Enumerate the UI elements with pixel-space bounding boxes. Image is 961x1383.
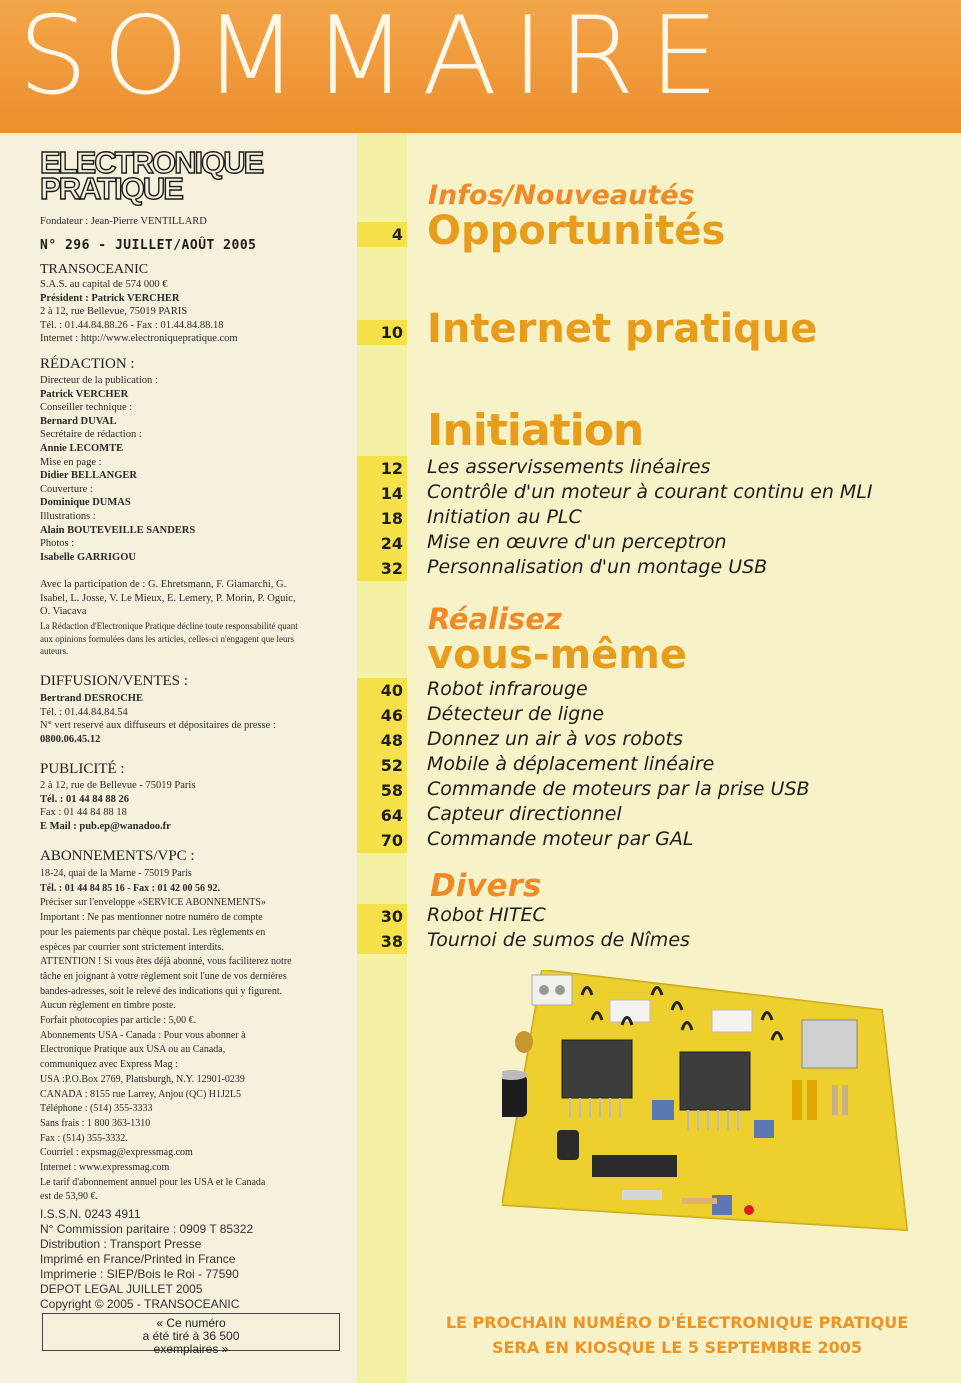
print-run-box <box>42 1313 340 1356</box>
page-number: 40 <box>357 678 407 703</box>
publicite-line: E Mail : pub.ep@wanadoo.fr <box>40 820 171 832</box>
toc-item: Initiation au PLC <box>427 506 582 528</box>
page-number: 4 <box>357 222 407 247</box>
logo-line-2: PRATIQUE <box>40 171 182 206</box>
toc-item: Donnez un air à vos robots <box>427 728 683 750</box>
redaction-line: Secrétaire de rédaction : <box>40 429 142 441</box>
toc-item: Commande moteur par GAL <box>427 828 694 850</box>
abonnements-line: pour les paiements par chèque postal. Les règlements en <box>40 926 266 938</box>
page-number: 46 <box>357 703 407 728</box>
logo-line-1: ELECTRONIQUE <box>40 145 263 180</box>
legal-line: I.S.S.N. 0243 4911 <box>40 1207 141 1221</box>
diffusion-list <box>40 692 360 746</box>
toc-item: Robot HITEC <box>427 904 546 926</box>
abonnements-line: bandes-adresses, soit le relevé des indications qui y figurent. <box>40 985 283 997</box>
toc-item: Les asservissements linéaires <box>427 456 711 478</box>
category-realisez: Réalisez <box>428 602 562 636</box>
company-line: Internet : http://www.electroniquepratique.com <box>40 333 238 345</box>
redaction-line: Illustrations : <box>40 510 96 522</box>
page-title: SOMMAIRE <box>18 0 733 119</box>
page-number: 18 <box>357 506 407 531</box>
diffusion-line: 0800.06.45.12 <box>40 733 101 745</box>
abonnements-list <box>40 867 360 1205</box>
issue-number: N° 296 - JUILLET/AOÛT 2005 <box>40 238 257 253</box>
company-line: S.A.S. au capital de 574 000 € <box>40 279 168 290</box>
page-number: 38 <box>357 929 407 954</box>
abonnements-heading: ABONNEMENTS/VPC : <box>40 848 195 864</box>
redaction-line: Directeur de la publication : <box>40 375 158 386</box>
category-divers: Divers <box>430 868 542 904</box>
page-number: 58 <box>357 778 407 803</box>
abonnements-line: Courriel : expsmag@expressmag.com <box>40 1147 193 1159</box>
page-number: 70 <box>357 828 407 853</box>
page-number: 32 <box>357 556 407 581</box>
redaction-heading: RÉDACTION : <box>40 356 135 372</box>
legal-info <box>40 1207 253 1312</box>
article-opportunites: Opportunités <box>427 208 726 254</box>
toc-item: Tournoi de sumos de Nîmes <box>427 929 690 951</box>
next-issue-line: LE PROCHAIN NUMÉRO D'ÉLECTRONIQUE PRATIQUE <box>445 1313 909 1332</box>
redaction-line: Alain BOUTEVEILLE SANDERS <box>40 524 196 536</box>
toc-item: Robot infrarouge <box>427 678 588 700</box>
legal-line: N° Commission paritaire : 0909 T 85322 <box>40 1222 254 1236</box>
circuit-board-photo <box>502 970 912 1240</box>
publicite-line: Tél. : 01 44 84 88 26 <box>40 793 129 805</box>
participation: Avec la participation de : G. Ehretsmann, F. Giamarchi, G. Isabel, L. Josse, V. Le Mieux, E. Lemery, P. Morin, P. Oguic, O. Viacava <box>40 579 296 618</box>
legal-line: DEPOT LEGAL JUILLET 2005 <box>40 1282 203 1296</box>
next-issue-notice <box>407 1310 947 1360</box>
next-issue-line: SERA EN KIOSQUE LE 5 SEPTEMBRE 2005 <box>491 1338 863 1357</box>
page-number: 14 <box>357 481 407 506</box>
redaction-line: Conseiller technique : <box>40 402 133 414</box>
abonnements-line: Le tarif d'abonnement annuel pour les USA et le Canada <box>40 1176 266 1188</box>
publicite-line: 2 à 12, rue de Bellevue - 75019 Paris <box>40 780 196 791</box>
abonnements-line: communiquez avec Express Mag : <box>40 1059 178 1071</box>
company-line: Tél. : 01.44.84.88.26 - Fax : 01.44.84.88.18 <box>40 319 224 331</box>
abonnements-line: Electronique Pratique aux USA ou au Canada, <box>40 1044 226 1056</box>
abonnements-line: USA :P.O.Box 2769, Plattsburgh, N.Y. 12901-0239 <box>40 1073 245 1085</box>
legal-line: Copyright © 2005 - TRANSOCEANIC <box>40 1297 240 1311</box>
print-run-line: a été tiré à 36 500 <box>142 1329 240 1343</box>
abonnements-line: Préciser sur l'enveloppe «SERVICE ABONNEMENTS» <box>40 897 266 909</box>
legal-line: Distribution : Transport Presse <box>40 1237 202 1251</box>
redaction-list <box>40 374 360 564</box>
print-run-line: « Ce numéro <box>156 1316 226 1330</box>
redaction-line: Didier BELLANGER <box>40 470 137 482</box>
redaction-line: Couverture : <box>40 483 93 495</box>
abonnements-line: Abonnements USA - Canada : Pour vous abonner à <box>40 1029 246 1041</box>
redaction-line: Annie LECOMTE <box>40 442 124 454</box>
abonnements-line: Important : Ne pas mentionner notre numéro de compte <box>40 912 263 924</box>
abonnements-line: CANADA : 8155 rue Larrey, Anjou (QC) H1J2L5 <box>40 1088 241 1100</box>
abonnements-line: espèces par courrier sont strictement interdits. <box>40 941 224 953</box>
toc-item: Personnalisation d'un montage USB <box>427 556 768 578</box>
diffusion-heading: DIFFUSION/VENTES : <box>40 673 188 689</box>
redaction-line: Bernard DUVAL <box>40 415 117 427</box>
page-number: 12 <box>357 456 407 481</box>
founder: Fondateur : Jean-Pierre VENTILLARD <box>40 216 207 227</box>
page-number: 24 <box>357 531 407 556</box>
page-number: 52 <box>357 753 407 778</box>
abonnements-line: est de 53,90 €. <box>40 1191 99 1203</box>
page-number: 64 <box>357 803 407 828</box>
abonnements-line: Tél. : 01 44 84 85 16 - Fax : 01 42 00 56 92. <box>40 882 220 894</box>
abonnements-line: 18-24, quai de la Marne - 75019 Paris <box>40 868 192 879</box>
category-vous-meme: vous-même <box>427 632 688 678</box>
company-line: 2 à 12, rue Bellevue, 75019 PARIS <box>40 306 188 318</box>
article-internet-pratique: Internet pratique <box>427 306 818 352</box>
abonnements-line: Fax : (514) 355-3332. <box>40 1132 128 1144</box>
redaction-line: Photos : <box>40 538 75 550</box>
print-run-line: exemplaires » <box>153 1342 229 1356</box>
company-line: Président : Patrick VERCHER <box>40 292 180 304</box>
legal-line: Imprimé en France/Printed in France <box>40 1252 236 1266</box>
abonnements-line: tâche en joignant à votre règlement soit l'une de vos dernières <box>40 970 287 982</box>
diffusion-line: N° vert reservé aux diffuseurs et dépositaires de presse : <box>40 720 276 732</box>
redaction-line: Isabelle GARRIGOU <box>40 551 136 563</box>
toc-item: Détecteur de ligne <box>427 703 605 725</box>
toc-item: Mobile à déplacement linéaire <box>427 753 715 775</box>
toc-item: Commande de moteurs par la prise USB <box>427 778 810 800</box>
toc-item: Capteur directionnel <box>427 803 622 825</box>
toc-item: Mise en œuvre d'un perceptron <box>427 531 727 553</box>
company-name: TRANSOCEANIC <box>40 262 149 277</box>
company-details <box>40 278 360 346</box>
abonnements-line: Internet : www.expressmag.com <box>40 1162 170 1174</box>
diffusion-line: Tél. : 01.44.84.84.54 <box>40 706 128 718</box>
abonnements-line: Sans frais : 1 800 363-1310 <box>40 1117 151 1129</box>
diffusion-line: Bertrand DESROCHE <box>40 693 143 704</box>
publicite-heading: PUBLICITÉ : <box>40 761 125 777</box>
page-number: 30 <box>357 904 407 929</box>
legal-line: Imprimerie : SIEP/Bois le Roi - 77590 <box>40 1267 239 1281</box>
page-number: 48 <box>357 728 407 753</box>
redaction-line: Patrick VERCHER <box>40 388 129 400</box>
disclaimer: La Rédaction d'Electronique Pratique décline toute responsabilité quant aux opinions formulées dans les articles, celles-ci n'engagent que leurs auteurs. <box>40 621 298 656</box>
redaction-line: Mise en page : <box>40 456 102 468</box>
magazine-logo <box>40 145 263 206</box>
category-initiation: Initiation <box>427 405 644 456</box>
abonnements-line: ATTENTION ! Si vous êtes déjà abonné, vous faciliterez notre <box>40 956 292 968</box>
abonnements-line: Forfait photocopies par article : 5,00 €. <box>40 1015 197 1027</box>
publicite-list <box>40 779 360 833</box>
header-banner <box>0 0 961 133</box>
abonnements-line: Aucun règlement en timbre poste. <box>40 1000 176 1012</box>
page-number: 10 <box>357 320 407 345</box>
category-infos: Infos/Nouveautés <box>428 180 695 211</box>
toc-item: Contrôle d'un moteur à courant continu en MLI <box>427 481 873 503</box>
abonnements-line: Téléphone : (514) 355-3333 <box>40 1103 153 1115</box>
publicite-line: Fax : 01 44 84 88 18 <box>40 807 127 819</box>
redaction-line: Dominique DUMAS <box>40 497 131 509</box>
